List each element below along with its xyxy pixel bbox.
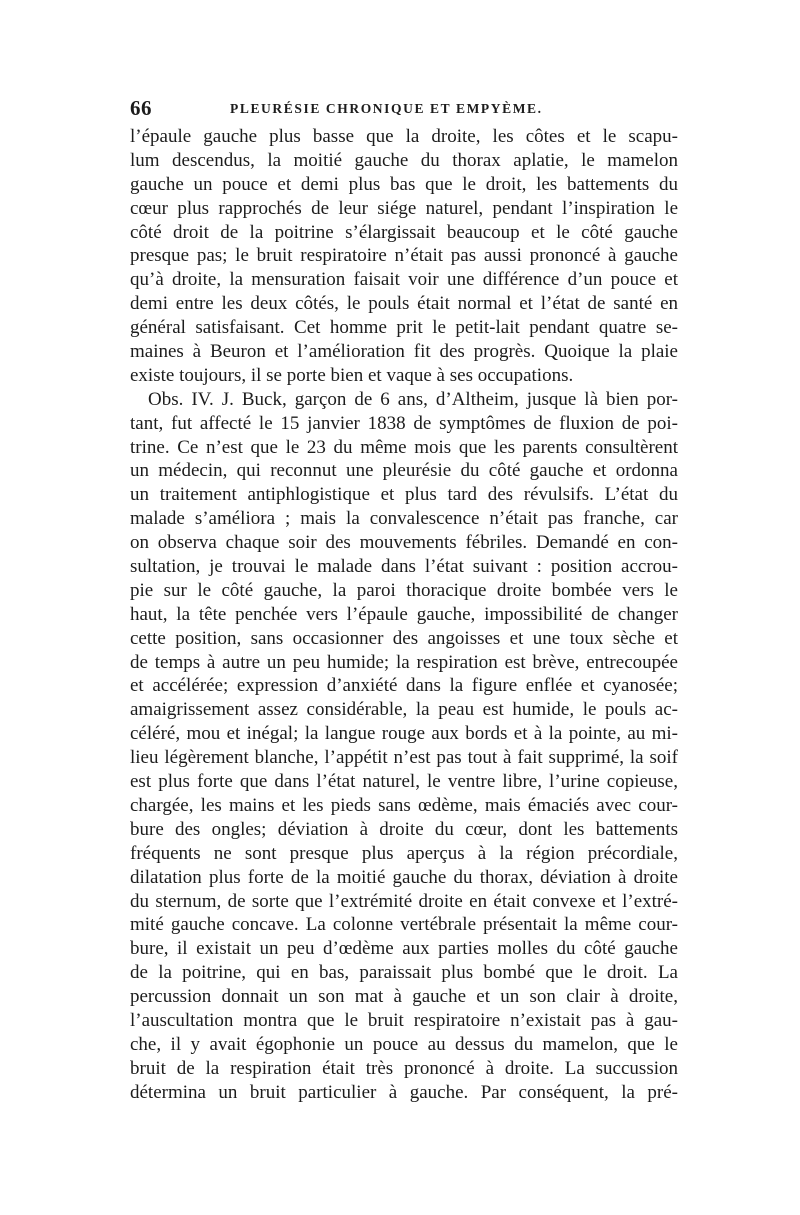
text-line: sultation, je trouvai le malade dans l’état suivant : position accrou- bbox=[130, 556, 678, 578]
text-line: amaigrissement assez considérable, la peau est humide, le pouls ac- bbox=[130, 699, 678, 721]
text-line: chargée, les mains et les pieds sans œdème, mais émaciés avec cour- bbox=[130, 794, 678, 816]
text-line: de la poitrine, qui en bas, paraissait plus bombé que le droit. La bbox=[130, 962, 678, 984]
text-line: mité gauche concave. La colonne vertébrale présentait la même cour- bbox=[130, 914, 678, 936]
text-line: dilatation plus forte de la moitié gauche du thorax, déviation à droite bbox=[130, 866, 678, 888]
text-line: l’auscultation montra que le bruit respiratoire n’existait pas à gau- bbox=[130, 1009, 678, 1031]
text-line: trine. Ce n’est que le 23 du même mois que les parents consultèrent bbox=[130, 436, 678, 458]
text-line: cœur plus rapprochés de leur siége naturel, pendant l’inspiration le bbox=[130, 197, 678, 219]
text-line: maines à Beuron et l’amélioration fit des progrès. Quoique la plaie bbox=[130, 341, 678, 363]
text-line: l’épaule gauche plus basse que la droite, les côtes et le scapu- bbox=[130, 126, 678, 147]
body-text bbox=[130, 125, 678, 1105]
text-line: lieu légèrement blanche, l’appétit n’est pas tout à fait supprimé, la soif bbox=[130, 747, 678, 769]
text-line: qu’à droite, la mensuration faisait voir une différence d’un pouce et bbox=[130, 269, 678, 291]
text-line: est plus forte que dans l’état naturel, le ventre libre, l’urine copieuse, bbox=[130, 771, 678, 793]
text-line: du sternum, de sorte que l’extrémité droite en était convexe et l’extré- bbox=[130, 890, 678, 912]
text-line: bruit de la respiration était très prononcé à droite. La succussion bbox=[130, 1057, 678, 1079]
text-line: lum descendus, la moitié gauche du thorax aplatie, le mamelon bbox=[130, 149, 678, 171]
page-number: 66 bbox=[130, 96, 152, 120]
text-line: et accélérée; expression d’anxiété dans la figure enflée et cyanosée; bbox=[130, 675, 678, 697]
text-line: un traitement antiphlogistique et plus tard des révulsifs. L’état du bbox=[130, 484, 678, 506]
text-line: malade s’améliora ; mais la convalescence n’était pas franche, car bbox=[130, 508, 678, 530]
text-line: existe toujours, il se porte bien et vaque à ses occupations. bbox=[130, 364, 574, 386]
observation-heading-line: Obs. IV. J. Buck, garçon de 6 ans, d’Altheim, jusque là bien por- bbox=[148, 388, 678, 410]
text-line: tant, fut affecté le 15 janvier 1838 de symptômes de fluxion de poi- bbox=[130, 412, 678, 434]
running-title: PLEURÉSIE CHRONIQUE ET EMPYÈME. bbox=[230, 101, 543, 116]
text-line: che, il y avait égophonie un pouce au dessus du mamelon, que le bbox=[130, 1033, 678, 1055]
text-line: gauche un pouce et demi plus bas que le droit, les battements du bbox=[130, 173, 678, 195]
text-line: cette position, sans occasionner des angoisses et une toux sèche et bbox=[130, 627, 678, 649]
text-line: détermina un bruit particulier à gauche. Par conséquent, la pré- bbox=[130, 1081, 678, 1103]
text-line: percussion donnait un son mat à gauche et un son clair à droite, bbox=[130, 986, 678, 1008]
text-line: bure, il existait un peu d’œdème aux parties molles du côté gauche bbox=[130, 938, 678, 960]
text-line: demi entre les deux côtés, le pouls était normal et l’état de santé en bbox=[130, 293, 678, 315]
text-line: pie sur le côté gauche, la paroi thoracique droite bombée vers le bbox=[130, 579, 678, 601]
text-line: un médecin, qui reconnut une pleurésie du côté gauche et ordonna bbox=[130, 460, 678, 482]
running-head bbox=[130, 96, 678, 126]
text-line: fréquents ne sont presque plus aperçus à la région précordiale, bbox=[130, 842, 678, 864]
text-line: général satisfaisant. Cet homme prit le petit-lait pendant quatre se- bbox=[130, 317, 678, 339]
text-line: haut, la tête penchée vers l’épaule gauche, impossibilité de changer bbox=[130, 603, 678, 625]
text-line: presque pas; le bruit respiratoire n’était pas aussi prononcé à gauche bbox=[130, 245, 678, 267]
text-line: on observa chaque soir des mouvements fébriles. Demandé en con- bbox=[130, 532, 678, 554]
text-line: côté droit de la poitrine s’élargissait beaucoup et le côté gauche bbox=[130, 221, 678, 243]
text-line: bure des ongles; déviation à droite du cœur, dont les battements bbox=[130, 818, 678, 840]
text-line: de temps à autre un peu humide; la respiration est brève, entrecoupée bbox=[130, 651, 678, 673]
text-line: céléré, mou et inégal; la langue rouge aux bords et à la pointe, au mi- bbox=[130, 723, 678, 745]
